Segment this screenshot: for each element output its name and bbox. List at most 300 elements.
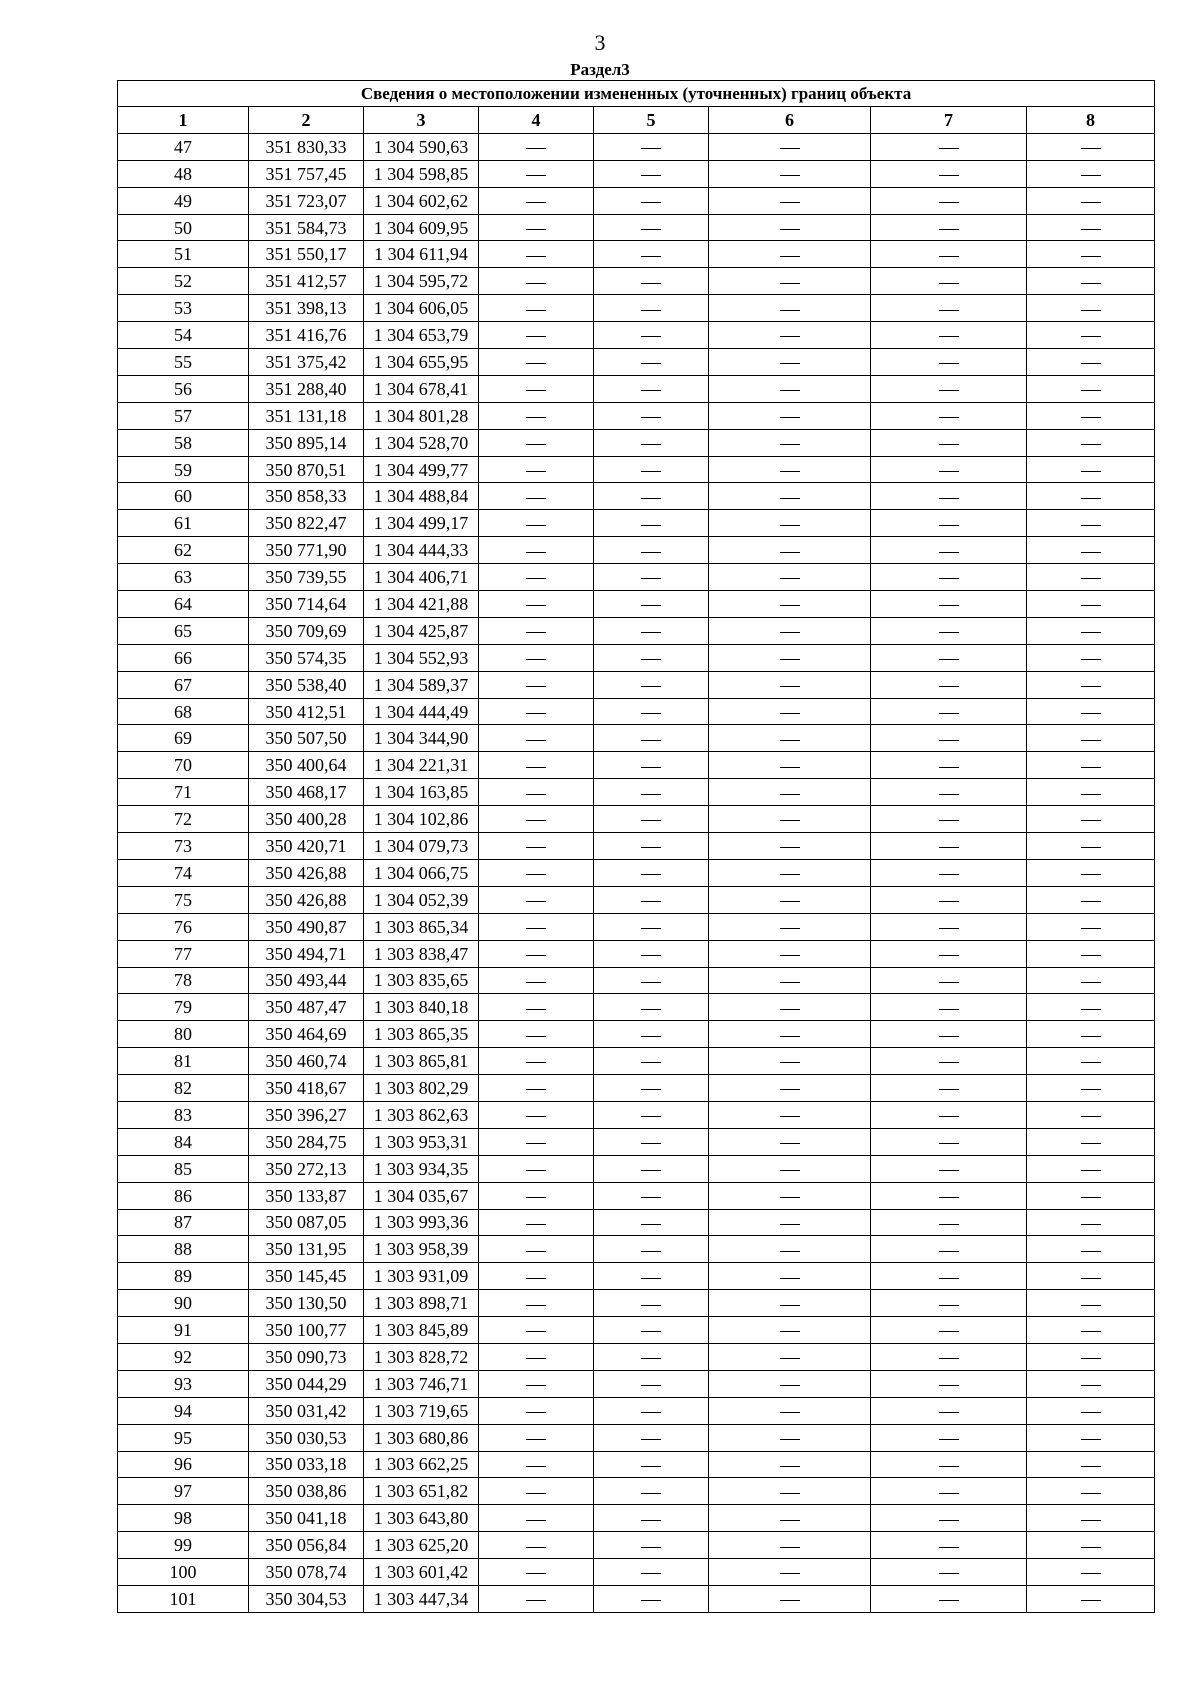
point-number-cell: 78 (118, 967, 249, 994)
y-coordinate-cell: 1 303 958,39 (364, 1236, 479, 1263)
point-number-cell: 95 (118, 1424, 249, 1451)
empty-value-cell (871, 698, 1027, 725)
dash-mark (939, 1573, 959, 1574)
empty-value-cell (479, 1424, 594, 1451)
empty-value-cell (709, 1075, 871, 1102)
empty-value-cell (594, 1155, 709, 1182)
table-row (118, 698, 1155, 725)
dash-mark (780, 310, 800, 311)
dash-mark (641, 1520, 661, 1521)
dash-mark (780, 1305, 800, 1306)
table-row (118, 1263, 1155, 1290)
dash-mark (1081, 1062, 1101, 1063)
empty-value-cell (479, 1263, 594, 1290)
empty-value-cell (479, 1370, 594, 1397)
dash-mark (939, 659, 959, 660)
dash-mark (526, 1466, 546, 1467)
table-row (118, 402, 1155, 429)
empty-value-cell (871, 1532, 1027, 1559)
point-number-cell: 47 (118, 133, 249, 160)
empty-value-cell (1027, 268, 1155, 295)
empty-value-cell (1027, 214, 1155, 241)
empty-value-cell (709, 833, 871, 860)
dash-mark (780, 605, 800, 606)
empty-value-cell (479, 1532, 594, 1559)
empty-value-cell (594, 779, 709, 806)
point-number-cell: 101 (118, 1585, 249, 1612)
empty-value-cell (479, 913, 594, 940)
empty-value-cell (594, 1478, 709, 1505)
dash-mark (939, 740, 959, 741)
x-coordinate-cell: 350 033,18 (249, 1451, 364, 1478)
table-row (118, 591, 1155, 618)
dash-mark (526, 874, 546, 875)
x-coordinate-cell: 350 304,53 (249, 1585, 364, 1612)
dash-mark (526, 605, 546, 606)
dash-mark (780, 283, 800, 284)
empty-value-cell (1027, 1182, 1155, 1209)
y-coordinate-cell: 1 303 835,65 (364, 967, 479, 994)
point-number-cell: 53 (118, 295, 249, 322)
point-number-cell: 86 (118, 1182, 249, 1209)
table-row (118, 940, 1155, 967)
empty-value-cell (479, 1075, 594, 1102)
y-coordinate-cell: 1 303 643,80 (364, 1505, 479, 1532)
column-header: 8 (1027, 107, 1155, 134)
empty-value-cell (594, 1585, 709, 1612)
dash-mark (1081, 148, 1101, 149)
empty-value-cell (709, 160, 871, 187)
empty-value-cell (871, 1397, 1027, 1424)
dash-mark (526, 525, 546, 526)
table-row (118, 295, 1155, 322)
empty-value-cell (1027, 1532, 1155, 1559)
point-number-cell: 55 (118, 349, 249, 376)
empty-value-cell (709, 698, 871, 725)
dash-mark (939, 148, 959, 149)
empty-value-cell (709, 295, 871, 322)
point-number-cell: 87 (118, 1209, 249, 1236)
dash-mark (939, 1278, 959, 1279)
dash-mark (1081, 794, 1101, 795)
dash-mark (780, 1062, 800, 1063)
empty-value-cell (871, 1182, 1027, 1209)
empty-value-cell (1027, 725, 1155, 752)
dash-mark (1081, 767, 1101, 768)
empty-value-cell (709, 1397, 871, 1424)
dash-mark (1081, 1520, 1101, 1521)
y-coordinate-cell: 1 304 499,17 (364, 510, 479, 537)
dash-mark (780, 390, 800, 391)
empty-value-cell (871, 1343, 1027, 1370)
dash-mark (526, 1385, 546, 1386)
dash-mark (1081, 336, 1101, 337)
dash-mark (526, 175, 546, 176)
x-coordinate-cell: 351 398,13 (249, 295, 364, 322)
empty-value-cell (709, 1155, 871, 1182)
empty-value-cell (594, 1182, 709, 1209)
empty-value-cell (479, 1048, 594, 1075)
point-number-cell: 63 (118, 564, 249, 591)
dash-mark (641, 982, 661, 983)
dash-mark (939, 336, 959, 337)
dash-mark (526, 552, 546, 553)
empty-value-cell (871, 967, 1027, 994)
empty-value-cell (594, 1209, 709, 1236)
y-coordinate-cell: 1 303 898,71 (364, 1290, 479, 1317)
empty-value-cell (871, 886, 1027, 913)
point-number-cell: 83 (118, 1101, 249, 1128)
dash-mark (1081, 1493, 1101, 1494)
empty-value-cell (871, 402, 1027, 429)
dash-mark (641, 1089, 661, 1090)
empty-value-cell (709, 1263, 871, 1290)
dash-mark (780, 1466, 800, 1467)
empty-value-cell (594, 510, 709, 537)
empty-value-cell (594, 1397, 709, 1424)
dash-mark (1081, 928, 1101, 929)
dash-mark (939, 1143, 959, 1144)
dash-mark (641, 1466, 661, 1467)
dash-mark (526, 202, 546, 203)
dash-mark (780, 336, 800, 337)
column-header: 4 (479, 107, 594, 134)
point-number-cell: 68 (118, 698, 249, 725)
x-coordinate-cell: 350 131,95 (249, 1236, 364, 1263)
empty-value-cell (709, 1182, 871, 1209)
point-number-cell: 85 (118, 1155, 249, 1182)
table-row (118, 1075, 1155, 1102)
empty-value-cell (1027, 1155, 1155, 1182)
y-coordinate-cell: 1 304 444,49 (364, 698, 479, 725)
point-number-cell: 59 (118, 456, 249, 483)
table-row (118, 833, 1155, 860)
empty-value-cell (871, 1478, 1027, 1505)
dash-mark (526, 632, 546, 633)
dash-mark (939, 498, 959, 499)
empty-value-cell (479, 1397, 594, 1424)
empty-value-cell (871, 1128, 1027, 1155)
dash-mark (939, 229, 959, 230)
empty-value-cell (479, 1451, 594, 1478)
empty-value-cell (594, 160, 709, 187)
dash-mark (780, 202, 800, 203)
point-number-cell: 80 (118, 1021, 249, 1048)
dash-mark (1081, 525, 1101, 526)
empty-value-cell (1027, 1478, 1155, 1505)
empty-value-cell (479, 1505, 594, 1532)
dash-mark (939, 1089, 959, 1090)
dash-mark (526, 740, 546, 741)
x-coordinate-cell: 350 412,51 (249, 698, 364, 725)
x-coordinate-cell: 350 100,77 (249, 1317, 364, 1344)
y-coordinate-cell: 1 303 625,20 (364, 1532, 479, 1559)
empty-value-cell (479, 1559, 594, 1586)
table-row (118, 779, 1155, 806)
dash-mark (780, 1116, 800, 1117)
empty-value-cell (479, 671, 594, 698)
dash-mark (1081, 1009, 1101, 1010)
dash-mark (780, 498, 800, 499)
dash-mark (780, 578, 800, 579)
x-coordinate-cell: 350 426,88 (249, 886, 364, 913)
y-coordinate-cell: 1 304 611,94 (364, 241, 479, 268)
dash-mark (641, 1385, 661, 1386)
point-number-cell: 91 (118, 1317, 249, 1344)
x-coordinate-cell: 350 272,13 (249, 1155, 364, 1182)
dash-mark (641, 1547, 661, 1548)
dash-mark (641, 1197, 661, 1198)
dash-mark (641, 1331, 661, 1332)
y-coordinate-cell: 1 304 602,62 (364, 187, 479, 214)
x-coordinate-cell: 350 822,47 (249, 510, 364, 537)
dash-mark (526, 767, 546, 768)
empty-value-cell (1027, 187, 1155, 214)
dash-mark (1081, 740, 1101, 741)
y-coordinate-cell: 1 304 421,88 (364, 591, 479, 618)
dash-mark (641, 1009, 661, 1010)
dash-mark (641, 417, 661, 418)
y-coordinate-cell: 1 303 840,18 (364, 994, 479, 1021)
dash-mark (526, 713, 546, 714)
empty-value-cell (594, 1128, 709, 1155)
empty-value-cell (871, 644, 1027, 671)
empty-value-cell (479, 1209, 594, 1236)
x-coordinate-cell: 351 288,40 (249, 375, 364, 402)
empty-value-cell (1027, 375, 1155, 402)
dash-mark (526, 1089, 546, 1090)
y-coordinate-cell: 1 303 931,09 (364, 1263, 479, 1290)
dash-mark (780, 1089, 800, 1090)
empty-value-cell (594, 698, 709, 725)
table-row (118, 1317, 1155, 1344)
empty-value-cell (709, 967, 871, 994)
y-coordinate-cell: 1 303 838,47 (364, 940, 479, 967)
empty-value-cell (594, 187, 709, 214)
empty-value-cell (709, 1559, 871, 1586)
x-coordinate-cell: 350 858,33 (249, 483, 364, 510)
x-coordinate-cell: 350 090,73 (249, 1343, 364, 1370)
empty-value-cell (479, 1478, 594, 1505)
dash-mark (1081, 1466, 1101, 1467)
dash-mark (526, 1143, 546, 1144)
dash-mark (780, 1385, 800, 1386)
dash-mark (526, 444, 546, 445)
empty-value-cell (709, 429, 871, 456)
dash-mark (641, 1116, 661, 1117)
x-coordinate-cell: 350 464,69 (249, 1021, 364, 1048)
dash-mark (939, 1439, 959, 1440)
dash-mark (780, 1251, 800, 1252)
empty-value-cell (594, 1021, 709, 1048)
y-coordinate-cell: 1 303 934,35 (364, 1155, 479, 1182)
x-coordinate-cell: 350 468,17 (249, 779, 364, 806)
x-coordinate-cell: 350 709,69 (249, 617, 364, 644)
empty-value-cell (871, 1048, 1027, 1075)
dash-mark (526, 686, 546, 687)
dash-mark (1081, 847, 1101, 848)
dash-mark (1081, 175, 1101, 176)
dash-mark (780, 1170, 800, 1171)
table-row (118, 1128, 1155, 1155)
empty-value-cell (1027, 671, 1155, 698)
x-coordinate-cell: 350 490,87 (249, 913, 364, 940)
empty-value-cell (479, 940, 594, 967)
empty-value-cell (1027, 779, 1155, 806)
table-row (118, 806, 1155, 833)
dash-mark (526, 1573, 546, 1574)
dash-mark (780, 767, 800, 768)
empty-value-cell (1027, 1021, 1155, 1048)
dash-mark (939, 605, 959, 606)
x-coordinate-cell: 351 723,07 (249, 187, 364, 214)
dash-mark (641, 632, 661, 633)
x-coordinate-cell: 350 714,64 (249, 591, 364, 618)
y-coordinate-cell: 1 304 590,63 (364, 133, 479, 160)
dash-mark (641, 713, 661, 714)
point-number-cell: 48 (118, 160, 249, 187)
empty-value-cell (709, 187, 871, 214)
empty-value-cell (709, 725, 871, 752)
dash-mark (526, 283, 546, 284)
column-header: 1 (118, 107, 249, 134)
dash-mark (1081, 1170, 1101, 1171)
dash-mark (526, 955, 546, 956)
empty-value-cell (479, 349, 594, 376)
dash-mark (939, 1036, 959, 1037)
empty-value-cell (594, 1048, 709, 1075)
empty-value-cell (479, 967, 594, 994)
dash-mark (526, 1009, 546, 1010)
empty-value-cell (1027, 698, 1155, 725)
table-row (118, 268, 1155, 295)
table-body (118, 133, 1155, 1612)
coordinates-table (117, 80, 1155, 1613)
dash-mark (526, 1305, 546, 1306)
dash-mark (641, 1278, 661, 1279)
x-coordinate-cell: 350 487,47 (249, 994, 364, 1021)
table-row (118, 1478, 1155, 1505)
dash-mark (526, 659, 546, 660)
empty-value-cell (1027, 994, 1155, 1021)
y-coordinate-cell: 1 304 066,75 (364, 859, 479, 886)
y-coordinate-cell: 1 304 595,72 (364, 268, 479, 295)
empty-value-cell (1027, 591, 1155, 618)
dash-mark (1081, 417, 1101, 418)
x-coordinate-cell: 350 044,29 (249, 1370, 364, 1397)
empty-value-cell (709, 241, 871, 268)
dash-mark (526, 336, 546, 337)
dash-mark (641, 310, 661, 311)
table-row (118, 886, 1155, 913)
dash-mark (641, 767, 661, 768)
point-number-cell: 50 (118, 214, 249, 241)
dash-mark (780, 982, 800, 983)
dash-mark (939, 713, 959, 714)
table-row (118, 241, 1155, 268)
dash-mark (641, 1251, 661, 1252)
empty-value-cell (594, 1263, 709, 1290)
point-number-cell: 74 (118, 859, 249, 886)
dash-mark (939, 632, 959, 633)
point-number-cell: 62 (118, 537, 249, 564)
dash-mark (939, 444, 959, 445)
table-row (118, 564, 1155, 591)
empty-value-cell (479, 1182, 594, 1209)
dash-mark (939, 955, 959, 956)
empty-value-cell (479, 1155, 594, 1182)
dash-mark (939, 1358, 959, 1359)
dash-mark (780, 955, 800, 956)
empty-value-cell (594, 268, 709, 295)
y-coordinate-cell: 1 303 447,34 (364, 1585, 479, 1612)
dash-mark (1081, 1600, 1101, 1601)
dash-mark (1081, 901, 1101, 902)
point-number-cell: 60 (118, 483, 249, 510)
table-row (118, 1397, 1155, 1424)
empty-value-cell (871, 1559, 1027, 1586)
empty-value-cell (709, 752, 871, 779)
empty-value-cell (1027, 1317, 1155, 1344)
dash-mark (1081, 1197, 1101, 1198)
dash-mark (641, 336, 661, 337)
empty-value-cell (709, 1317, 871, 1344)
empty-value-cell (709, 214, 871, 241)
empty-value-cell (709, 1478, 871, 1505)
dash-mark (939, 1331, 959, 1332)
dash-mark (526, 229, 546, 230)
table-row (118, 725, 1155, 752)
empty-value-cell (871, 1505, 1027, 1532)
empty-value-cell (479, 1101, 594, 1128)
x-coordinate-cell: 350 133,87 (249, 1182, 364, 1209)
table-row (118, 644, 1155, 671)
dash-mark (780, 901, 800, 902)
empty-value-cell (594, 913, 709, 940)
dash-mark (939, 1197, 959, 1198)
dash-mark (939, 417, 959, 418)
dash-mark (526, 1170, 546, 1171)
dash-mark (641, 1412, 661, 1413)
dash-mark (1081, 1331, 1101, 1332)
empty-value-cell (871, 591, 1027, 618)
dash-mark (1081, 283, 1101, 284)
x-coordinate-cell: 351 830,33 (249, 133, 364, 160)
empty-value-cell (594, 671, 709, 698)
empty-value-cell (709, 1343, 871, 1370)
empty-value-cell (594, 725, 709, 752)
empty-value-cell (594, 833, 709, 860)
empty-value-cell (871, 1021, 1027, 1048)
point-number-cell: 70 (118, 752, 249, 779)
empty-value-cell (871, 859, 1027, 886)
empty-value-cell (871, 1290, 1027, 1317)
dash-mark (780, 632, 800, 633)
point-number-cell: 97 (118, 1478, 249, 1505)
x-coordinate-cell: 350 493,44 (249, 967, 364, 994)
dash-mark (641, 659, 661, 660)
dash-mark (526, 310, 546, 311)
empty-value-cell (1027, 806, 1155, 833)
x-coordinate-cell: 350 396,27 (249, 1101, 364, 1128)
point-number-cell: 79 (118, 994, 249, 1021)
table-row (118, 349, 1155, 376)
empty-value-cell (479, 268, 594, 295)
dash-mark (780, 740, 800, 741)
dash-mark (939, 1224, 959, 1225)
dash-mark (1081, 552, 1101, 553)
empty-value-cell (1027, 537, 1155, 564)
